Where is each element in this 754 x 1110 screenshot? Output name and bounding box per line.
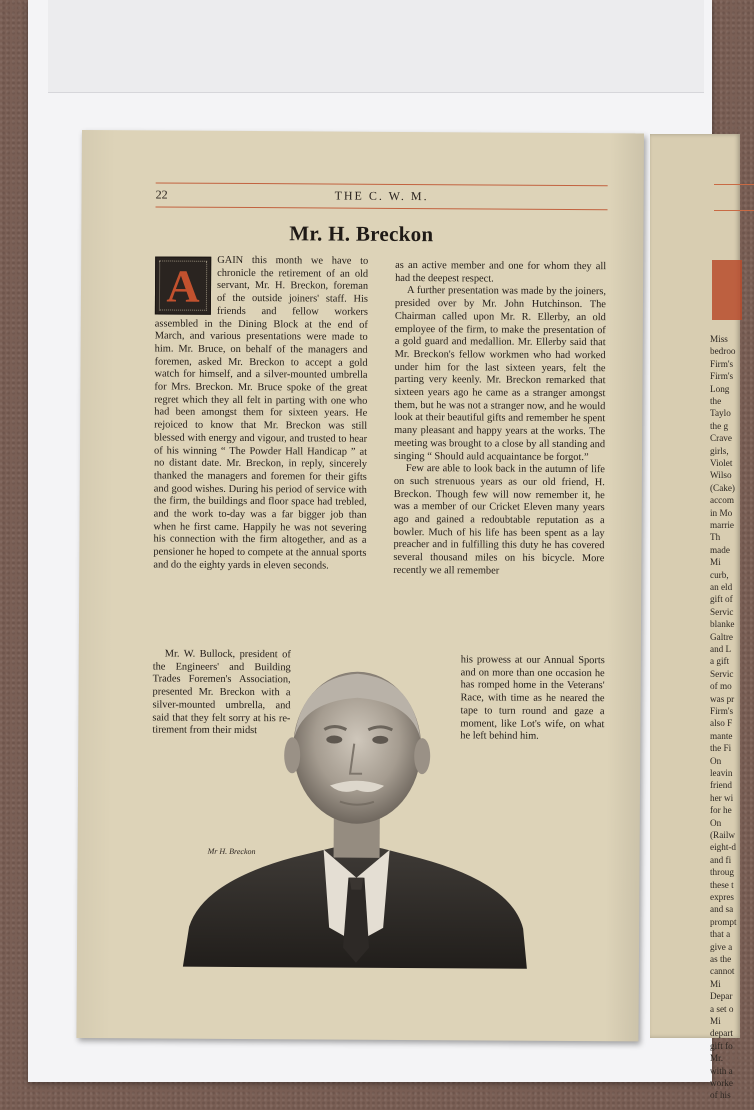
adjacent-text-fragment: leavin: [710, 768, 733, 778]
adjacent-text-fragment: as the: [710, 954, 732, 964]
adjacent-page: [650, 134, 740, 1101]
adjacent-text-fragment: the g: [710, 420, 729, 431]
adjacent-text-fragment: Servic: [710, 668, 734, 679]
adjacent-text-fragment: give a: [710, 941, 733, 952]
adjacent-text-fragment: Galtre: [710, 631, 733, 642]
adjacent-text-fragment: Mr.: [710, 1053, 724, 1064]
adjacent-text-fragment: Depar: [710, 991, 733, 1002]
article-paragraph: as an active member and one for whom they all had the deepest respect.: [395, 259, 607, 285]
page-number: 22: [155, 187, 168, 202]
adjacent-text-fragment: On: [710, 817, 722, 828]
adjacent-text-fragment: girls,: [710, 445, 729, 456]
adjacent-text-fragment: the: [710, 396, 722, 406]
adjacent-text-fragment: (Railw: [710, 830, 736, 840]
adjacent-text-fragment: Long: [710, 383, 730, 394]
adjacent-text-fragment: the Fi: [710, 743, 732, 754]
adjacent-text-fragment: blanke: [710, 619, 735, 630]
adjacent-text-fragment: Servic: [710, 606, 734, 617]
article-right-column: [393, 260, 606, 579]
adjacent-text-fragment: Mi: [710, 1016, 721, 1026]
adjacent-text-fragment: cannot: [710, 966, 735, 977]
adjacent-text-fragment: for he: [710, 805, 732, 816]
adjacent-text-fragment: that a: [710, 929, 731, 940]
adjacent-text-fragment: curb,: [710, 569, 729, 580]
adjacent-text-fragment: eight-d: [710, 842, 737, 853]
photo-caption: Mr H. Breckon: [207, 846, 256, 857]
adjacent-text-fragment: gift of: [710, 594, 733, 605]
adjacent-text-fragment: Firm's: [710, 706, 734, 716]
article-paragraph: A further presentation was made by the joiners, presided over by Mr. John Hutchinson. The Chairman called upon Mr. R. Ellerby, an old employee of the firm, to make the presentation of a gold guard and medallion. Mr. Ellerby said that Mr. Breckon's fellow workmen who had worked under him for the last sixteen years, felt the parting very keenly. Mr. Breckon remarked that sixteen years ago he came as a stranger amongst them, but he was not a stranger now, and he would look at their beautiful gifts and remember he spent many pleasant and happy years at the works. The meeting was brought to a close by all standing and singing “ Should auld acquaintance be forgot.”: [393, 285, 607, 463]
adjacent-text-fragment: Mi: [710, 978, 721, 989]
adjacent-text-fragment: expres: [710, 892, 734, 902]
adjacent-text-fragment: Mi: [710, 557, 721, 568]
adjacent-text-fragment: these t: [710, 879, 734, 890]
adjacent-text-fragment: gift fo: [710, 1040, 733, 1051]
adjacent-text-fragment: a gift: [710, 656, 730, 667]
adjacent-text-fragment: accom: [710, 495, 734, 506]
adjacent-text-fragment: her wi: [710, 792, 734, 803]
adjacent-text-fragment: throug: [710, 867, 734, 878]
adjacent-text-fragment: Firm's: [710, 371, 734, 382]
adjacent-text-fragment: Wilso: [710, 470, 732, 481]
adjacent-text-fragment: friend: [710, 780, 732, 791]
adjacent-text-fragment: prompt: [710, 916, 737, 927]
adjacent-text-fragment: with a: [710, 1065, 733, 1076]
adjacent-text-fragment: On: [710, 755, 722, 766]
adjacent-text-fragment: Violet: [710, 458, 733, 468]
adjacent-text-fragment: Crave: [710, 433, 732, 444]
adjacent-text-fragment: of his: [710, 1090, 731, 1101]
adjacent-text-fragment: worke: [710, 1078, 733, 1088]
adjacent-text-fragment: and fi: [710, 854, 732, 865]
page-header: [156, 182, 608, 209]
adjacent-text-fragment: Firm's: [710, 358, 734, 369]
adjacent-text-fragment: and sa: [710, 904, 734, 915]
adjacent-text-fragment: (Cake): [710, 482, 735, 493]
article-paragraph: his prowess at our Annual Sports and on more than one occasion he has romped home in the Veterans' Race, with time as he neared the tape to turn round and gaze a moment, like Lot's wife, on what he left behind him.: [460, 654, 605, 743]
adjacent-text-fragment: Th: [710, 532, 721, 543]
envelope-flap: [48, 0, 704, 93]
article-paragraph: GAIN this month we have to chronicle the retirement of an old servant, Mr. H. Breckon, foreman of the outside joiners' staff. His friends and fellow workers assembled in the Dining Block at the end of March, and various presentations were made to him. Mr. Bruce, on behalf of the managers and foremen, asked Mr. Breckon to accept a gold watch for himself, and a silver-mounted umbrella for Mrs. Breckon. Mr. Bruce spoke of the great regret which they all felt in parting with one who had been amongst them for sixteen years. He rejoiced to know that Mr. Breckon was still blessed with energy and vigour, and trusted to hear of his winning “ The Powder Hall Handicap ” at no distant date. Mr. Breckon, in reply, sincerely thanked the managers and foremen for their gifts and good wishes. During his period of service with the firm, the buildings and floor space had trebled, and the work to-day was a far bigger job than when he first came. Happily he was not severing his connection with the firm altogether, and as a pensioner he hoped to compete at the annual sports and do the eighty yards in eleven seconds.: [153, 254, 369, 572]
article-paragraph: Mr. W. Bullock, president of the Engineers' and Building Trades Foremen's Association, presented Mr. Breckon with a silver-mounted umbrella, and said that they felt sorry at his re-tirement from their midst: [152, 648, 291, 737]
adjacent-text-fragment: bedroo: [710, 346, 736, 357]
adjacent-text-fragment: Taylo: [710, 408, 731, 419]
article-paragraph: Few are able to look back in the autumn of life on such strenuous years as our old friend, H. Breckon. Though few will now remember it, he was a member of our Cricket Eleven many years ago and gained a redoubtable reputation as a bowler. Much of his life has been spent as a lay preacher and in fulfilling this duty he has covered several thousand miles on his bicycle. More recently we all remember: [393, 463, 605, 577]
adjacent-text-fragment: Miss: [710, 334, 728, 344]
adjacent-drop-cap: [712, 260, 742, 320]
adjacent-text-fragment: depart: [710, 1028, 733, 1039]
article-left-column: [153, 254, 368, 573]
magazine-page: [76, 130, 644, 1041]
article-title: Mr. H. Breckon: [289, 221, 434, 247]
adjacent-text-fragment: in Mo: [710, 507, 733, 518]
adjacent-text-fragment: made: [710, 544, 730, 555]
adjacent-header-rule: [714, 184, 754, 185]
adjacent-text-fragment: marrie: [710, 520, 734, 530]
adjacent-text-fragment: was pr: [710, 693, 735, 704]
adjacent-text-fragment: and L: [710, 644, 732, 654]
adjacent-text-fragment: mante: [710, 730, 733, 741]
adjacent-text-fragment: also F: [710, 718, 733, 729]
magazine-title: THE C. W. M.: [334, 188, 429, 204]
drop-cap-letter: A: [166, 260, 200, 312]
adjacent-text-fragment: an eld: [710, 582, 733, 592]
portrait-photo: [183, 677, 529, 969]
adjacent-header-rule: [714, 210, 754, 211]
header-rule-bottom: [156, 206, 608, 210]
adjacent-text-fragment: of mo: [710, 681, 732, 692]
adjacent-text-fragment: a set o: [710, 1003, 734, 1014]
ornamental-drop-cap: [155, 256, 211, 314]
header-rule-top: [156, 182, 608, 186]
